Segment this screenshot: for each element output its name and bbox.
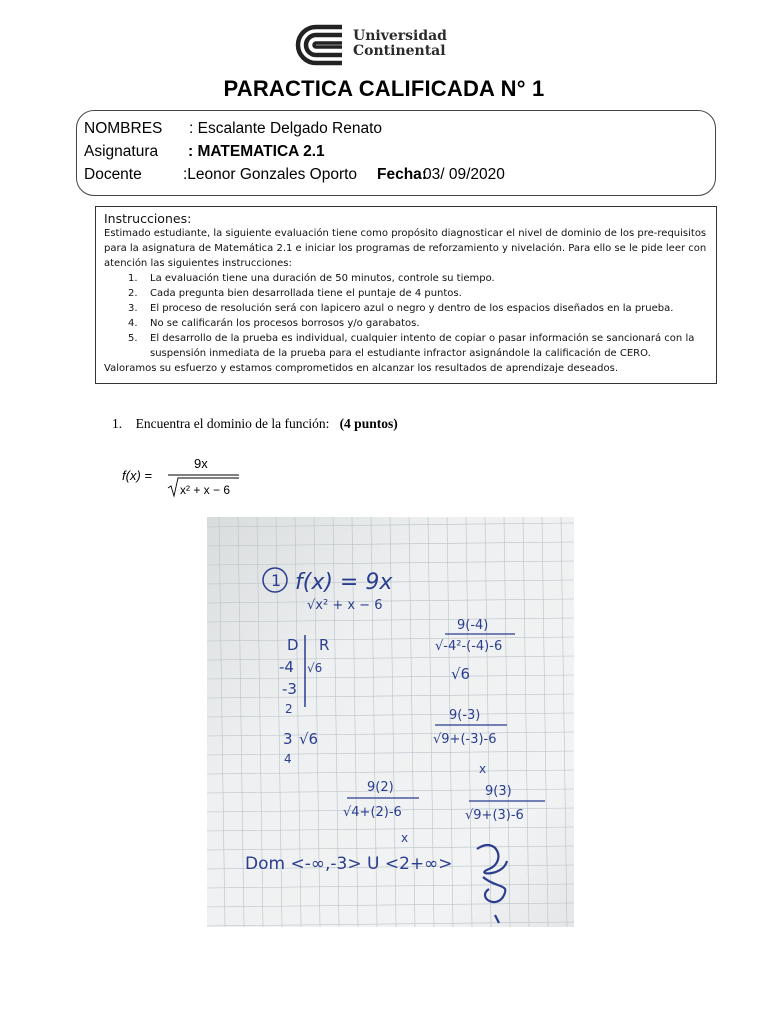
function-formula bbox=[122, 452, 252, 502]
item-number: 3. bbox=[128, 303, 138, 314]
hw-r4: √6 bbox=[299, 730, 319, 748]
list-item bbox=[104, 271, 716, 286]
question-points: (4 puntos) bbox=[339, 416, 398, 431]
item-number: 4. bbox=[128, 318, 138, 329]
instructions-intro: Estimado estudiante, la siguiente evaluación tiene como propósito diagnosticar el nivel de dominio de los pre-requisitos para la asignatura de Matemática 2.1 e iniciar los programas de reforzamiento y nivelación. Para ello se le pide leer con atención las siguientes instrucciones: bbox=[104, 228, 707, 269]
hw-c2-num: 9(-3) bbox=[449, 708, 481, 723]
list-item bbox=[104, 331, 716, 361]
hw-d5: 4 bbox=[284, 752, 292, 766]
hw-c3-x: x bbox=[401, 831, 409, 845]
hw-c4-den: √9+(3)-6 bbox=[465, 808, 524, 823]
logo-text bbox=[353, 29, 447, 59]
item-text: Cada pregunta bien desarrollada tiene el puntaje de 4 puntos. bbox=[150, 288, 462, 299]
item-text: El desarrollo de la prueba es individual, cualquier intento de copiar o pasar información se sancionará con la suspensión inmediata de la prueba para el estudiante infractor asignándole la calificación de CERO. bbox=[150, 333, 695, 359]
hw-dom: Dom <-∞,-3> U <2+∞> bbox=[245, 854, 453, 874]
item-number: 1. bbox=[128, 273, 138, 284]
asignatura-label: Asignatura bbox=[84, 143, 159, 160]
student-info-box bbox=[76, 110, 716, 196]
question-1 bbox=[112, 416, 398, 432]
logo-mark-icon bbox=[292, 24, 346, 66]
hw-line1: f(x) = 9x bbox=[295, 570, 393, 595]
hw-c3-den: √4+(2)-6 bbox=[343, 805, 402, 820]
instructions-box bbox=[95, 206, 717, 384]
docente-label: Docente bbox=[84, 166, 142, 183]
docente-value: :Leonor Gonzales Oporto bbox=[183, 166, 358, 183]
formula-lhs: f(x) = bbox=[122, 468, 152, 483]
logo-text-line1: Universidad bbox=[353, 28, 447, 44]
hw-c1-den: √-4²-(-4)-6 bbox=[435, 639, 503, 654]
list-item bbox=[104, 301, 716, 316]
formula-numerator: 9x bbox=[194, 456, 208, 471]
instructions-list bbox=[104, 271, 716, 361]
hw-d4: 3 bbox=[283, 730, 293, 748]
item-number: 2. bbox=[128, 288, 138, 299]
handwritten-solution-photo bbox=[207, 517, 574, 927]
item-number: 5. bbox=[128, 333, 138, 344]
instructions-closing: Valoramos su esfuerzo y estamos comprometidos en alcanzar los resultados de aprendizaje deseados. bbox=[104, 363, 619, 374]
hw-d1: -4 bbox=[279, 658, 294, 676]
list-item bbox=[104, 286, 716, 301]
instructions-heading: Instrucciones: bbox=[104, 211, 192, 226]
hw-c1-res: √6 bbox=[451, 665, 471, 683]
item-text: No se calificarán los procesos borrosos y/o garabatos. bbox=[150, 318, 420, 329]
hw-line2: √x² + x − 6 bbox=[307, 598, 383, 613]
hw-c2-x: x bbox=[479, 762, 487, 776]
hw-col-r: R bbox=[319, 636, 330, 654]
page-title: PARACTICA CALIFICADA N° 1 bbox=[223, 76, 545, 101]
item-text: La evaluación tiene una duración de 50 minutos, controle su tiempo. bbox=[150, 273, 495, 284]
nombres-value: : Escalante Delgado Renato bbox=[189, 120, 383, 137]
item-text: El proceso de resolución será con lapicero azul o negro y dentro de los espacios diseñados en la prueba. bbox=[150, 303, 674, 314]
hw-d2: -3 bbox=[282, 680, 297, 698]
hw-c1-num: 9(-4) bbox=[457, 618, 489, 633]
formula-denominator: x² + x − 6 bbox=[180, 483, 231, 497]
hw-c3-num: 9(2) bbox=[367, 780, 394, 795]
question-text: Encuentra el dominio de la función: bbox=[135, 416, 330, 431]
list-item bbox=[104, 316, 716, 331]
hw-col-d: D bbox=[287, 636, 299, 654]
university-logo bbox=[292, 24, 467, 66]
question-number: 1. bbox=[112, 416, 123, 431]
asignatura-value: : MATEMATICA 2.1 bbox=[188, 143, 325, 160]
logo-text-line2: Continental bbox=[353, 43, 446, 59]
hw-c4-num: 9(3) bbox=[485, 784, 512, 799]
hw-r1: √6 bbox=[307, 661, 323, 675]
nombres-label: NOMBRES bbox=[84, 120, 163, 137]
hw-d3: 2 bbox=[285, 702, 293, 716]
hw-c2-den: √9+(-3)-6 bbox=[433, 732, 497, 747]
fecha-label: Fecha: bbox=[377, 166, 427, 183]
fecha-value: 03/ 09/2020 bbox=[423, 166, 505, 183]
hw-circle-number: 1 bbox=[271, 571, 282, 590]
